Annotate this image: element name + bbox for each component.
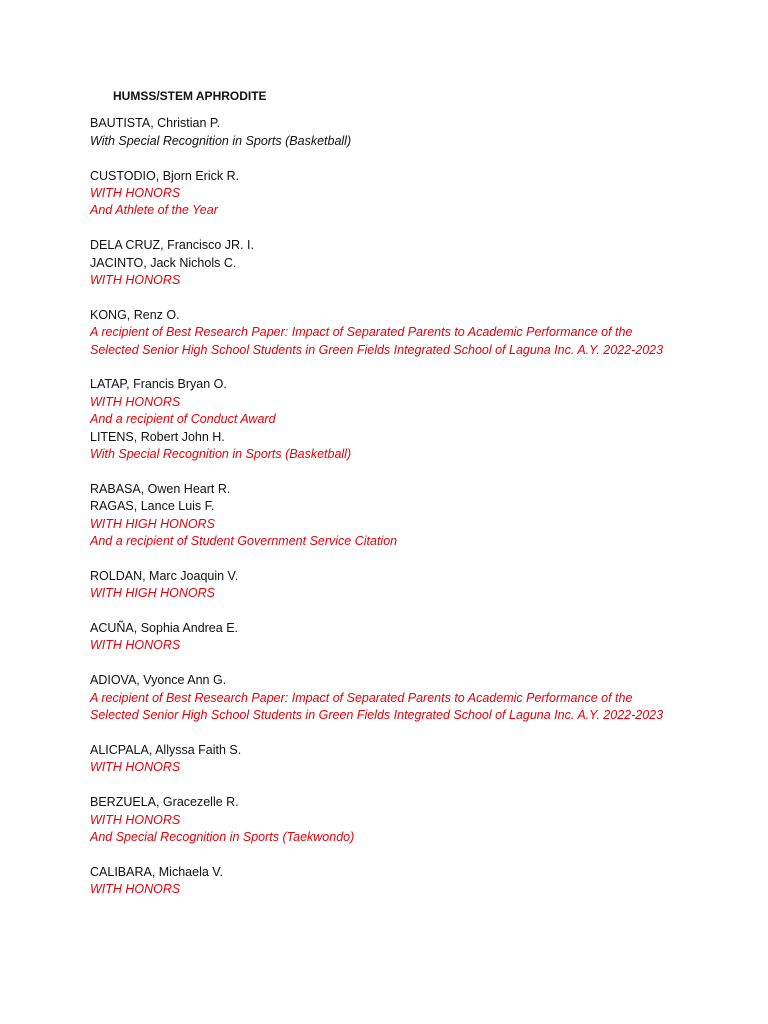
award-note: WITH HONORS xyxy=(90,812,181,827)
student-name: ROLDAN, Marc Joaquin V. xyxy=(90,568,239,583)
student-name: CALIBARA, Michaela V. xyxy=(90,864,223,879)
list-item xyxy=(90,481,710,551)
list-item xyxy=(90,307,710,359)
award-note: Selected Senior High School Students in Green Fields Integrated School of Laguna Inc. A.Y. 2022-2023 xyxy=(90,708,664,723)
list-item xyxy=(90,620,710,655)
award-note: A recipient of Best Research Paper: Impact of Separated Parents to Academic Performance of the xyxy=(90,325,633,340)
award-note: WITH HONORS xyxy=(90,394,181,409)
award-note: And Special Recognition in Sports (Taekwondo) xyxy=(90,829,355,844)
award-note: With Special Recognition in Sports (Basketball) xyxy=(90,133,352,148)
list-item xyxy=(90,742,710,777)
student-name: ACUÑA, Sophia Andrea E. xyxy=(90,621,238,636)
list-item xyxy=(90,115,710,150)
student-name: DELA CRUZ, Francisco JR. I. xyxy=(90,238,254,253)
section-title: HUMSS/STEM APHRODITE xyxy=(113,89,267,103)
list-item xyxy=(90,237,710,289)
award-note: WITH HONORS xyxy=(90,186,181,201)
award-note: WITH HONORS xyxy=(90,273,181,288)
award-note: A recipient of Best Research Paper: Impact of Separated Parents to Academic Performance of the xyxy=(90,690,633,705)
student-name: RAGAS, Lance Luis F. xyxy=(90,499,215,514)
document-page xyxy=(90,88,710,916)
award-note: And a recipient of Student Government Service Citation xyxy=(90,534,398,549)
student-name: LITENS, Robert John H. xyxy=(90,429,225,444)
student-name: JACINTO, Jack Nichols C. xyxy=(90,255,237,270)
student-name: KONG, Renz O. xyxy=(90,307,180,322)
honors-list xyxy=(90,115,710,898)
list-item xyxy=(90,568,710,603)
student-name: BAUTISTA, Christian P. xyxy=(90,116,221,131)
student-name: RABASA, Owen Heart R. xyxy=(90,481,231,496)
award-note: WITH HONORS xyxy=(90,882,181,897)
list-item xyxy=(90,376,710,463)
list-item xyxy=(90,794,710,846)
award-note: With Special Recognition in Sports (Basketball) xyxy=(90,447,352,462)
student-name: CUSTODIO, Bjorn Erick R. xyxy=(90,168,240,183)
student-name: ADIOVA, Vyonce Ann G. xyxy=(90,673,227,688)
award-note: WITH HONORS xyxy=(90,760,181,775)
student-name: ALICPALA, Allyssa Faith S. xyxy=(90,742,242,757)
student-name: LATAP, Francis Bryan O. xyxy=(90,377,227,392)
award-note: WITH HIGH HONORS xyxy=(90,516,215,531)
award-note: And Athlete of the Year xyxy=(90,203,218,218)
list-item xyxy=(90,168,710,220)
list-item xyxy=(90,672,710,724)
award-note: WITH HONORS xyxy=(90,638,181,653)
award-note: Selected Senior High School Students in Green Fields Integrated School of Laguna Inc. A.Y. 2022-2023 xyxy=(90,342,664,357)
student-name: BERZUELA, Gracezelle R. xyxy=(90,795,239,810)
list-item xyxy=(90,864,710,899)
award-note: WITH HIGH HONORS xyxy=(90,586,215,601)
award-note: And a recipient of Conduct Award xyxy=(90,412,276,427)
